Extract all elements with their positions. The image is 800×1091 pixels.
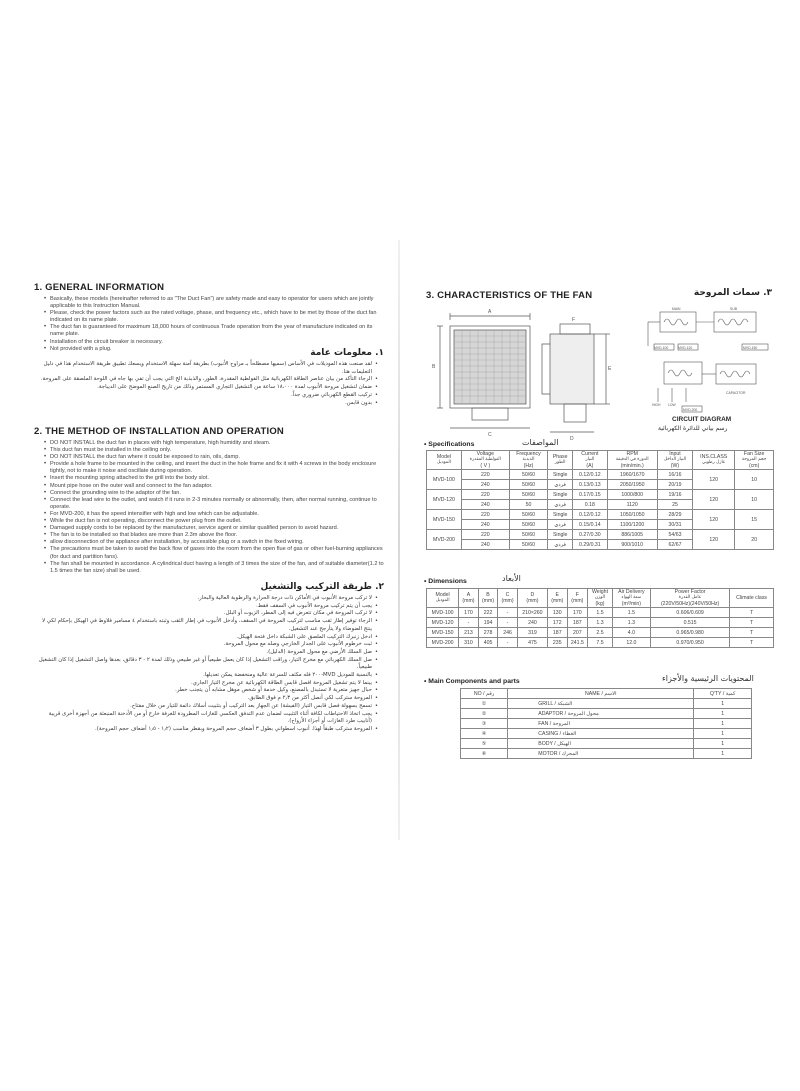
spec-model-cell: MVD-100: [427, 470, 462, 490]
spec-cell: 0.18: [573, 500, 608, 510]
comp-cell: ADAPTOR / محول المروحة: [508, 709, 694, 719]
spec-header-cell: [573, 451, 608, 470]
spec-header-cell: [607, 451, 657, 470]
right-page: [410, 268, 782, 820]
dim-cell: 210×260: [517, 608, 547, 618]
spec-header-cell-ar: حجم المروحة: [741, 457, 767, 462]
spec-cell: Single: [548, 490, 573, 500]
spec-header-cell-ar: عازل رطوبي: [702, 460, 726, 465]
dim-cell: MVD-150: [427, 628, 459, 638]
circuit-label-low: LOW: [668, 403, 676, 407]
dim-cell: 1.3: [588, 618, 613, 628]
general-info-ar-item: • تركيب القطع الكهربائي ضروري جداً.: [34, 392, 378, 400]
general-info-ar-list: [34, 361, 384, 407]
dim-cell: 0.970/0.950: [650, 638, 729, 648]
installation-ar-item: • ثبت خرطوم الأنبوب على الجدار الخارجي وصله مع محول المروحة.: [34, 641, 378, 649]
dimensions-table: [426, 588, 774, 648]
dim-header-cell-en: Air Delivery: [618, 589, 645, 595]
circuit-label-mvd100: MVD-100: [654, 346, 669, 350]
spec-cell: فردي: [548, 480, 573, 490]
spec-header-cell-unit: ( V ): [480, 463, 491, 469]
specifications-header-row: [427, 451, 774, 470]
spec-size-cell: 10: [735, 470, 774, 490]
comp-cell: ③: [461, 719, 508, 729]
dim-header-cell-ar: الموديل: [435, 598, 450, 603]
components-title-text: Main Components and parts: [428, 678, 520, 685]
spec-cell: 50: [509, 500, 548, 510]
dim-cell: 187: [567, 618, 588, 628]
dim-header-cell-ar: عامل القدرة: [678, 595, 702, 600]
dim-label-b: B: [432, 364, 436, 370]
dim-cell: 0.606/0.609: [650, 608, 729, 618]
dim-header-cell-en: Model: [435, 592, 450, 598]
dim-header-cell: [459, 589, 479, 608]
general-info-title: 1. GENERAL INFORMATION: [34, 282, 165, 293]
spec-cell: 25: [657, 500, 692, 510]
dim-header-cell: [498, 589, 518, 608]
installation-ar-item: • صل السلك الكهربائي مع مخرج التيار، وراقب التشغيل إذا كان يعمل طبيعياً أو غير طبيعي وذلك لمدة ٢ - ٣ دقائق، بعدها واصل التشغيل إذا كان التشغيل طبيعياً.: [34, 657, 378, 672]
installation-ar-item: • بالنسبة للموديل MVD-٢٠٠ فله مكثف للسرعة عالية ومنخفضة يمكن تعديلها.: [34, 672, 378, 680]
installation-section: [34, 426, 384, 575]
dim-header-cell-en: Power Factor: [674, 589, 706, 595]
spec-header-cell: [548, 451, 573, 470]
spec-cell: 50/60: [509, 470, 548, 480]
circuit-diagram-ar-title: رسم بياني للدائرة الكهربائية: [658, 425, 728, 432]
installation-item: • allow disconnection of the appliance after installation, by accessible plug or a switch in the fixed wiring.: [44, 539, 384, 546]
comp-row: [461, 699, 752, 709]
dim-cell: T: [730, 638, 774, 648]
dim-label-a: A: [488, 309, 492, 315]
spec-cell: 0.15/0.14: [573, 520, 608, 530]
spec-header-cell-ar: الدورة في الدقيقة: [615, 457, 649, 462]
spec-size-cell: 10: [735, 490, 774, 510]
spec-cell: 19/16: [657, 490, 692, 500]
spec-cell: 886/1005: [607, 530, 657, 540]
dim-cell: T: [730, 628, 774, 638]
dim-cell: MVD-200: [427, 638, 459, 648]
dim-cell: 187: [547, 628, 567, 638]
comp-cell: ⑥: [461, 749, 508, 759]
spec-cell: 1120: [607, 500, 657, 510]
spec-header-cell-en: INS.CLASS: [700, 454, 728, 460]
dimensions-title-text: Dimensions: [428, 578, 467, 585]
dim-header-cell-unit: (mm): [481, 598, 495, 604]
general-info-ar-item: • لقد صنعت هذه الموديلات في الأساس (سميها مصطلحاً بـ مراوح الأنبوب) بطريقة آمنة سهلة الاستخدام ويسعك تطبيق طريقة الاستخدام هذا في دليل التعليمات هنا.: [34, 361, 378, 376]
spec-cell: 2050/1950: [607, 480, 657, 490]
spec-header-cell-ar: التيار الداخل: [663, 457, 687, 462]
installation-item: • Provide a hole frame to be mounted in the ceiling, and insert the duct in the hole frame and fix it with 4 screws in the body enclosure tightly, not to make it noise and oscillate during operation.: [44, 461, 384, 475]
dim-header-cell: [612, 589, 650, 608]
dim-header-cell: [517, 589, 547, 608]
spec-header-cell-en: Current: [581, 451, 599, 457]
dim-cell: -: [498, 608, 518, 618]
installation-item: • DO NOT INSTALL the duct fan in places with high temperature, high humidity and steam.: [44, 440, 384, 447]
installation-item: • The precautions must be taken to avoid the back flow of gases into the room from the open flue of gas or other fuel-burning appliances (for duct and partition fans).: [44, 546, 384, 560]
spec-header-cell-unit: (min/min.): [620, 463, 644, 469]
dim-header-cell-en: B: [486, 592, 490, 598]
spec-cell: 16/16: [657, 470, 692, 480]
dim-cell: -: [498, 618, 518, 628]
general-info-ar-item: • ضمان لتشغيل مروحة الأنبوب لمدة ١٨،٠٠٠ ساعة من التشغيل التجاري المستمر وذلك من تاريخ الصنع الموضح على الديباجة.: [34, 384, 378, 392]
dim-cell: 170: [567, 608, 588, 618]
spec-header-cell-unit: (A): [586, 463, 594, 469]
installation-title: 2. THE METHOD OF INSTALLATION AND OPERATION: [34, 426, 284, 437]
dim-cell: 310: [459, 638, 479, 648]
dim-header-cell-unit: (mm): [571, 598, 584, 604]
comp-cell: ⑤: [461, 739, 508, 749]
dim-header-cell-en: D: [530, 592, 535, 598]
comp-cell: GRILL / الشبكة: [508, 699, 694, 709]
dim-cell: 130: [547, 608, 567, 618]
spec-ins-cell: 120: [693, 490, 735, 510]
installation-ar-item: • لا تركب المروحة في مكان تتعرض فيه إلى المطر، الزيوت أو البلل.: [34, 610, 378, 618]
characteristics-title: 3. CHARACTERISTICS OF THE FAN: [426, 290, 593, 301]
spec-cell: 240: [461, 520, 509, 530]
comp-header-cell: NAME / الاسم: [508, 689, 694, 699]
installation-item: • This duct fan must be installed in the ceiling only.: [44, 447, 384, 454]
general-info-ar-item: • بدون قابس.: [34, 400, 378, 408]
dim-cell: 235: [547, 638, 567, 648]
installation-ar-item: • المروحة ستركب لكي أنصل أكثر من ٢٫٣ م فوق الطابق.: [34, 695, 378, 703]
spec-header-cell-unit: (cm): [748, 463, 760, 469]
dim-header-cell: [478, 589, 498, 608]
spec-size-cell: 20: [735, 530, 774, 550]
spec-header-cell-en: Fan Size: [743, 451, 765, 457]
spec-cell: 900/1010: [607, 540, 657, 550]
installation-ar-item: • الرجاء توفير إطار ثقب مناسب لتركيب المروحة في السقف، وأدخل الأنبوب في إطار الثقب وثبته باستخدام ٤ مسامير فلاوط في الهيكل بإحكام لكي لا ينتج الضوضاء ولا يتأرجح عند التشغيل.: [34, 618, 378, 633]
installation-ar-item: • يجب أن يتم تركيب مروحة الأنبوب في السقف فقط.: [34, 603, 378, 611]
spec-cell: Single: [548, 530, 573, 540]
general-info-item: • Installation of the circuit breaker is necessary.: [44, 339, 384, 346]
comp-cell: 1: [694, 739, 752, 749]
comp-cell: MOTOR / المحرك: [508, 749, 694, 759]
general-info-ar-item: • الرجاء التأكد من بيان عناصر الطاقة الكهربائية مثل الفولطية المقدرة، الطور، والذبذبة الخ التي يجب أن تفي بها جاه في اللوحة الملصقة على المروحة.: [34, 376, 378, 384]
spec-header-cell-en: RPM: [626, 451, 638, 457]
general-info-section: [34, 282, 384, 353]
dim-cell: 405: [478, 638, 498, 648]
spec-ins-cell: 120: [693, 470, 735, 490]
comp-cell: BODY / الهيكل: [508, 739, 694, 749]
installation-item: • The fan shall be mounted in accordance. A cylindrical duct having a length of 3 times the size of the fan, and of suitable diameter(1.2 to 1.5 times the fan size) shall be used.: [44, 561, 384, 575]
general-info-ar-title: ١. معلومات عامة: [310, 348, 384, 358]
general-info-list: [34, 296, 384, 353]
general-info-item: • Basically, these models (hereinafter referred to as "The Duct Fan") are safety made and easy to operator for users which are jointly applicable to this Instruction Manual.: [44, 296, 384, 310]
spec-cell: 50/60: [509, 540, 548, 550]
dim-header-cell: [730, 589, 774, 608]
dim-cell: 0.965/0.980: [650, 628, 729, 638]
dim-cell: 172: [547, 618, 567, 628]
dim-cell: 241.5: [567, 638, 588, 648]
spec-header-cell: [735, 451, 774, 470]
general-info-ar-section: [34, 348, 384, 407]
dim-cell: -: [459, 618, 479, 628]
installation-ar-item: • حبال جهيز متعرية لا تستبدل بالمصنع، وكيل خدمة أو شخص موهل مشابه أن يتجنب خطر.: [34, 687, 378, 695]
comp-cell: 1: [694, 709, 752, 719]
comp-header-cell: Q'TY / كمية: [694, 689, 752, 699]
installation-ar-item: • صل السلك الأرضي مع محول المروحة (الدليل).: [34, 649, 378, 657]
spec-cell: 62/67: [657, 540, 692, 550]
spec-cell: 0.17/0.15: [573, 490, 608, 500]
spec-cell: فردي: [548, 520, 573, 530]
dim-cell: 1.5: [588, 608, 613, 618]
dim-header-cell-unit: (220V/50Hz)(240V/50Hz): [660, 601, 720, 607]
installation-ar-item: • ادخل زنبرك التركيب الملصق على الشبكة داخل فتحة الهيكل.: [34, 634, 378, 642]
dim-label-f: F: [572, 317, 576, 323]
dim-cell: 1.3: [612, 618, 650, 628]
installation-ar-item: • تسمح بسهولة فصل قابس التيار (الفيشة) عن الجهاز بعد التركيب أو بتثبيت أسلاك دائمة للتيار من خلال مفتاح.: [34, 703, 378, 711]
spec-cell: 240: [461, 500, 509, 510]
comp-cell: ②: [461, 709, 508, 719]
dim-header-cell: [567, 589, 588, 608]
installation-ar-title: ٢. طريقة التركيب والتشغيل: [260, 582, 384, 592]
spec-header-cell-en: Model: [436, 454, 452, 460]
spec-size-cell: 15: [735, 510, 774, 530]
spec-cell: 28/29: [657, 510, 692, 520]
spec-cell: 240: [461, 480, 509, 490]
circuit-label-mvd150: MVD-150: [743, 346, 758, 350]
spec-cell: 0.12/0.12: [573, 510, 608, 520]
spec-cell: 50/60: [509, 480, 548, 490]
spec-header-cell-en: Input: [669, 451, 681, 457]
dim-cell: 7.5: [588, 638, 613, 648]
dim-cell: 222: [478, 608, 498, 618]
installation-item: • Damaged supply cords to be replaced by the manufacturer, service agent or similar qualified person to avoid hazard.: [44, 525, 384, 532]
comp-header-cell: NO / رقم: [461, 689, 508, 699]
spec-header-cell-unit: (W): [670, 463, 680, 469]
dim-header-cell-unit: (mm): [462, 598, 475, 604]
dim-header-cell-en: F: [575, 592, 579, 598]
circuit-diagram-title: CIRCUIT DIAGRAM: [672, 416, 732, 423]
components-header-row: [461, 689, 752, 699]
spec-row: [427, 470, 774, 480]
dim-header-cell-unit: (mm): [501, 598, 514, 604]
dim-cell: 4.0: [612, 628, 650, 638]
spec-cell: 0.27/0.30: [573, 530, 608, 540]
comp-cell: 1: [694, 749, 752, 759]
dim-cell: 319: [517, 628, 547, 638]
installation-ar-item: • بينما لا يتم تشغيل المروحة افصل قابس الطاقة الكهربائية عن مخرج التيار الجاري.: [34, 680, 378, 688]
dim-cell: 475: [517, 638, 547, 648]
spec-header-cell-en: Phase: [552, 454, 568, 460]
installation-item: • Connect the grounding wire to the adaptor of the fan.: [44, 490, 384, 497]
installation-ar-item: • المروحة ستركب طبقاً لهذا. أنبوب اسطواني بطول ٣ أضعاف حجم المروحة وبقطر مناسب (١٫٢ - ١٫٥ أضعاف حجم المروحة).: [34, 726, 378, 734]
circuit-diagram: [642, 306, 778, 424]
installation-item: • Insert the mounting spring attached to the grill into the body slot.: [44, 475, 384, 482]
installation-ar-item: • يجب اتخاذ الاحتياطات لكافة أثناء التثبيت لضمان عدم التدفق العكسي للغازات المطرودة للغرفة خارج أو من الأدخنة المنبعثة من أجهزة أخرى قريبة (أنابيب طرد الغازات أو أجزاء الأرواح).: [34, 711, 378, 726]
spec-model-cell: MVD-120: [427, 490, 462, 510]
comp-cell: 1: [694, 729, 752, 739]
specifications-table: [426, 450, 774, 550]
spec-header-cell: [693, 451, 735, 470]
comp-cell: ①: [461, 699, 508, 709]
spec-cell: 50/60: [509, 510, 548, 520]
dim-cell: 194: [478, 618, 498, 628]
book-gutter: [398, 240, 400, 840]
comp-row: [461, 749, 752, 759]
general-info-item: • The duct fan is guaranteed for maximum 18,000 hours of continuous Trade operation from the year of manufacture indicated on its name plate.: [44, 324, 384, 338]
dim-header-cell: [547, 589, 567, 608]
installation-item: • The fan is to be installed so that blades are more than 2.3m above the floor.: [44, 532, 384, 539]
dim-header-cell-unit: (kg): [595, 601, 605, 607]
dim-header-cell-en: C: [505, 592, 510, 598]
spec-model-cell: MVD-200: [427, 530, 462, 550]
dim-header-cell-en: E: [555, 592, 559, 598]
dim-cell: 2.5: [588, 628, 613, 638]
dim-header-cell-en: Weight: [591, 589, 609, 595]
installation-list: [34, 440, 384, 575]
spec-cell: 20/19: [657, 480, 692, 490]
dim-label-d: D: [570, 436, 574, 442]
spec-row: [427, 490, 774, 500]
dim-header-cell: [650, 589, 729, 608]
comp-cell: 1: [694, 719, 752, 729]
spec-cell: 30/31: [657, 520, 692, 530]
dim-cell: MVD-120: [427, 618, 459, 628]
spec-header-cell-ar: الطور: [554, 460, 566, 465]
specifications-title: • Specifications: [424, 441, 475, 448]
comp-cell: 1: [694, 699, 752, 709]
spec-cell: 54/63: [657, 530, 692, 540]
general-info-item: • Not provided with a plug.: [44, 346, 384, 353]
spec-header-cell: [509, 451, 548, 470]
dim-header-cell-unit: (m³/min): [621, 601, 642, 607]
dim-row: [427, 638, 774, 648]
comp-cell: ④: [461, 729, 508, 739]
spec-cell: 240: [461, 540, 509, 550]
dim-header-cell-en: A: [466, 592, 471, 598]
components-title: • Main Components and parts: [424, 678, 520, 685]
dim-cell: 1.5: [612, 608, 650, 618]
spec-cell: 220: [461, 530, 509, 540]
dim-header-cell-unit: (mm): [551, 598, 564, 604]
spec-header-cell-en: Frequency: [516, 451, 541, 457]
comp-row: [461, 729, 752, 739]
installation-ar-list: [34, 595, 384, 734]
circuit-label-main: MAIN: [672, 307, 681, 311]
comp-cell: FAN / المروحة: [508, 719, 694, 729]
components-table: [460, 688, 752, 759]
dim-label-c: C: [488, 432, 492, 438]
circuit-label-mvd200: MVD-200: [683, 408, 698, 412]
characteristics-ar-title: ٣. سمات المروحة: [693, 288, 772, 298]
circuit-label-sub: SUB: [730, 307, 737, 311]
dim-cell: 246: [498, 628, 518, 638]
spec-row: [427, 510, 774, 520]
installation-ar-item: • لا تركب مروحة الأنبوب في الأماكن ذات درجة الحرارة والرطوبة العالية والبخار.: [34, 595, 378, 603]
spec-ins-cell: 120: [693, 530, 735, 550]
spec-cell: 50/60: [509, 530, 548, 540]
spec-row: [427, 530, 774, 540]
dim-label-e: E: [608, 366, 612, 372]
dim-header-cell-en: Climate class: [736, 595, 768, 601]
spec-model-cell: MVD-150: [427, 510, 462, 530]
dim-cell: -: [498, 638, 518, 648]
dimensions-title: • Dimensions: [424, 578, 467, 585]
dim-cell: 240: [517, 618, 547, 628]
dim-cell: 170: [459, 608, 479, 618]
dim-cell: 278: [478, 628, 498, 638]
spec-cell: 1000/800: [607, 490, 657, 500]
dim-header-cell: [427, 589, 459, 608]
circuit-label-capacitor: CAPACITOR: [726, 391, 746, 395]
spec-cell: 1960/1670: [607, 470, 657, 480]
dim-header-cell: [588, 589, 613, 608]
dim-cell: 213: [459, 628, 479, 638]
spec-cell: Single: [548, 470, 573, 480]
specifications-title-text: Specifications: [428, 441, 475, 448]
installation-item: • Connect the lead wire to the outlet, and watch if it runs in 2-3 minutes normally or abnormally, then, after normal running, continue to operate.: [44, 497, 384, 511]
installation-ar-section: [34, 582, 384, 734]
dim-header-cell-ar: سعة الهواء: [621, 595, 642, 600]
spec-cell: 220: [461, 490, 509, 500]
installation-item: • Mount pipe hose on the outer wall and connect to the fan adaptor.: [44, 483, 384, 490]
left-page: [22, 268, 394, 820]
spec-header-cell-ar: الموديل: [437, 460, 451, 465]
installation-item: • DO NOT INSTALL the duct fan where it could be exposed to rain, oils, damp.: [44, 454, 384, 461]
spec-cell: 0.12/0.12: [573, 470, 608, 480]
spec-header-cell-unit: (Hz): [523, 463, 534, 469]
spec-cell: 1050/1050: [607, 510, 657, 520]
fan-dimension-drawing: [420, 304, 620, 444]
dim-cell: T: [730, 608, 774, 618]
spec-cell: 220: [461, 470, 509, 480]
circuit-label-high: HIGH: [652, 403, 661, 407]
spec-ins-cell: 120: [693, 510, 735, 530]
spec-header-cell: [427, 451, 462, 470]
dim-row: [427, 608, 774, 618]
general-info-item: • Please, check the power factors such as the rated voltage, phase, and frequency etc., which have to be met by those of the duct fan indicated on its name plate.: [44, 310, 384, 324]
spec-cell: 0.29/0.31: [573, 540, 608, 550]
dim-cell: MVD-100: [427, 608, 459, 618]
dimensions-ar-title: الأبعاد: [502, 574, 521, 583]
dim-header-cell-unit: (mm): [526, 598, 539, 604]
dimensions-header-row: [427, 589, 774, 608]
comp-row: [461, 709, 752, 719]
spec-header-cell-ar: الذبذبة: [522, 457, 535, 462]
spec-header-cell-ar: التيار: [585, 457, 595, 462]
dim-cell: 207: [567, 628, 588, 638]
spec-cell: 0.13/0.13: [573, 480, 608, 490]
dim-cell: 12.0: [612, 638, 650, 648]
comp-row: [461, 719, 752, 729]
components-ar-title: المحتويات الرئيسية والأجزاء: [662, 674, 754, 683]
spec-header-cell: [657, 451, 692, 470]
comp-cell: CASING / الغطاء: [508, 729, 694, 739]
dim-cell: 0.515: [650, 618, 729, 628]
spec-cell: 1100/1200: [607, 520, 657, 530]
spec-cell: 50/60: [509, 520, 548, 530]
spec-header-cell: [461, 451, 509, 470]
spec-header-cell-en: Voltage: [476, 451, 494, 457]
circuit-label-mvd120: MVD-120: [678, 346, 693, 350]
spec-header-cell-ar: الفولطية المقدرة: [469, 457, 501, 462]
dim-cell: T: [730, 618, 774, 628]
dim-row: [427, 628, 774, 638]
dim-row: [427, 618, 774, 628]
spec-cell: فردي: [548, 540, 573, 550]
spec-cell: 50/60: [509, 490, 548, 500]
spec-cell: 220: [461, 510, 509, 520]
installation-item: • While the duct fan is not operating, disconnect the power plug from the outlet.: [44, 518, 384, 525]
comp-row: [461, 739, 752, 749]
spec-cell: Single: [548, 510, 573, 520]
installation-item: • For MVD-200, it has the speed intensifier with high and low which can be adjustable.: [44, 511, 384, 518]
specifications-ar-title: المواصفات: [522, 438, 559, 447]
spec-cell: فردي: [548, 500, 573, 510]
dim-header-cell-ar: الوزن: [594, 595, 606, 600]
